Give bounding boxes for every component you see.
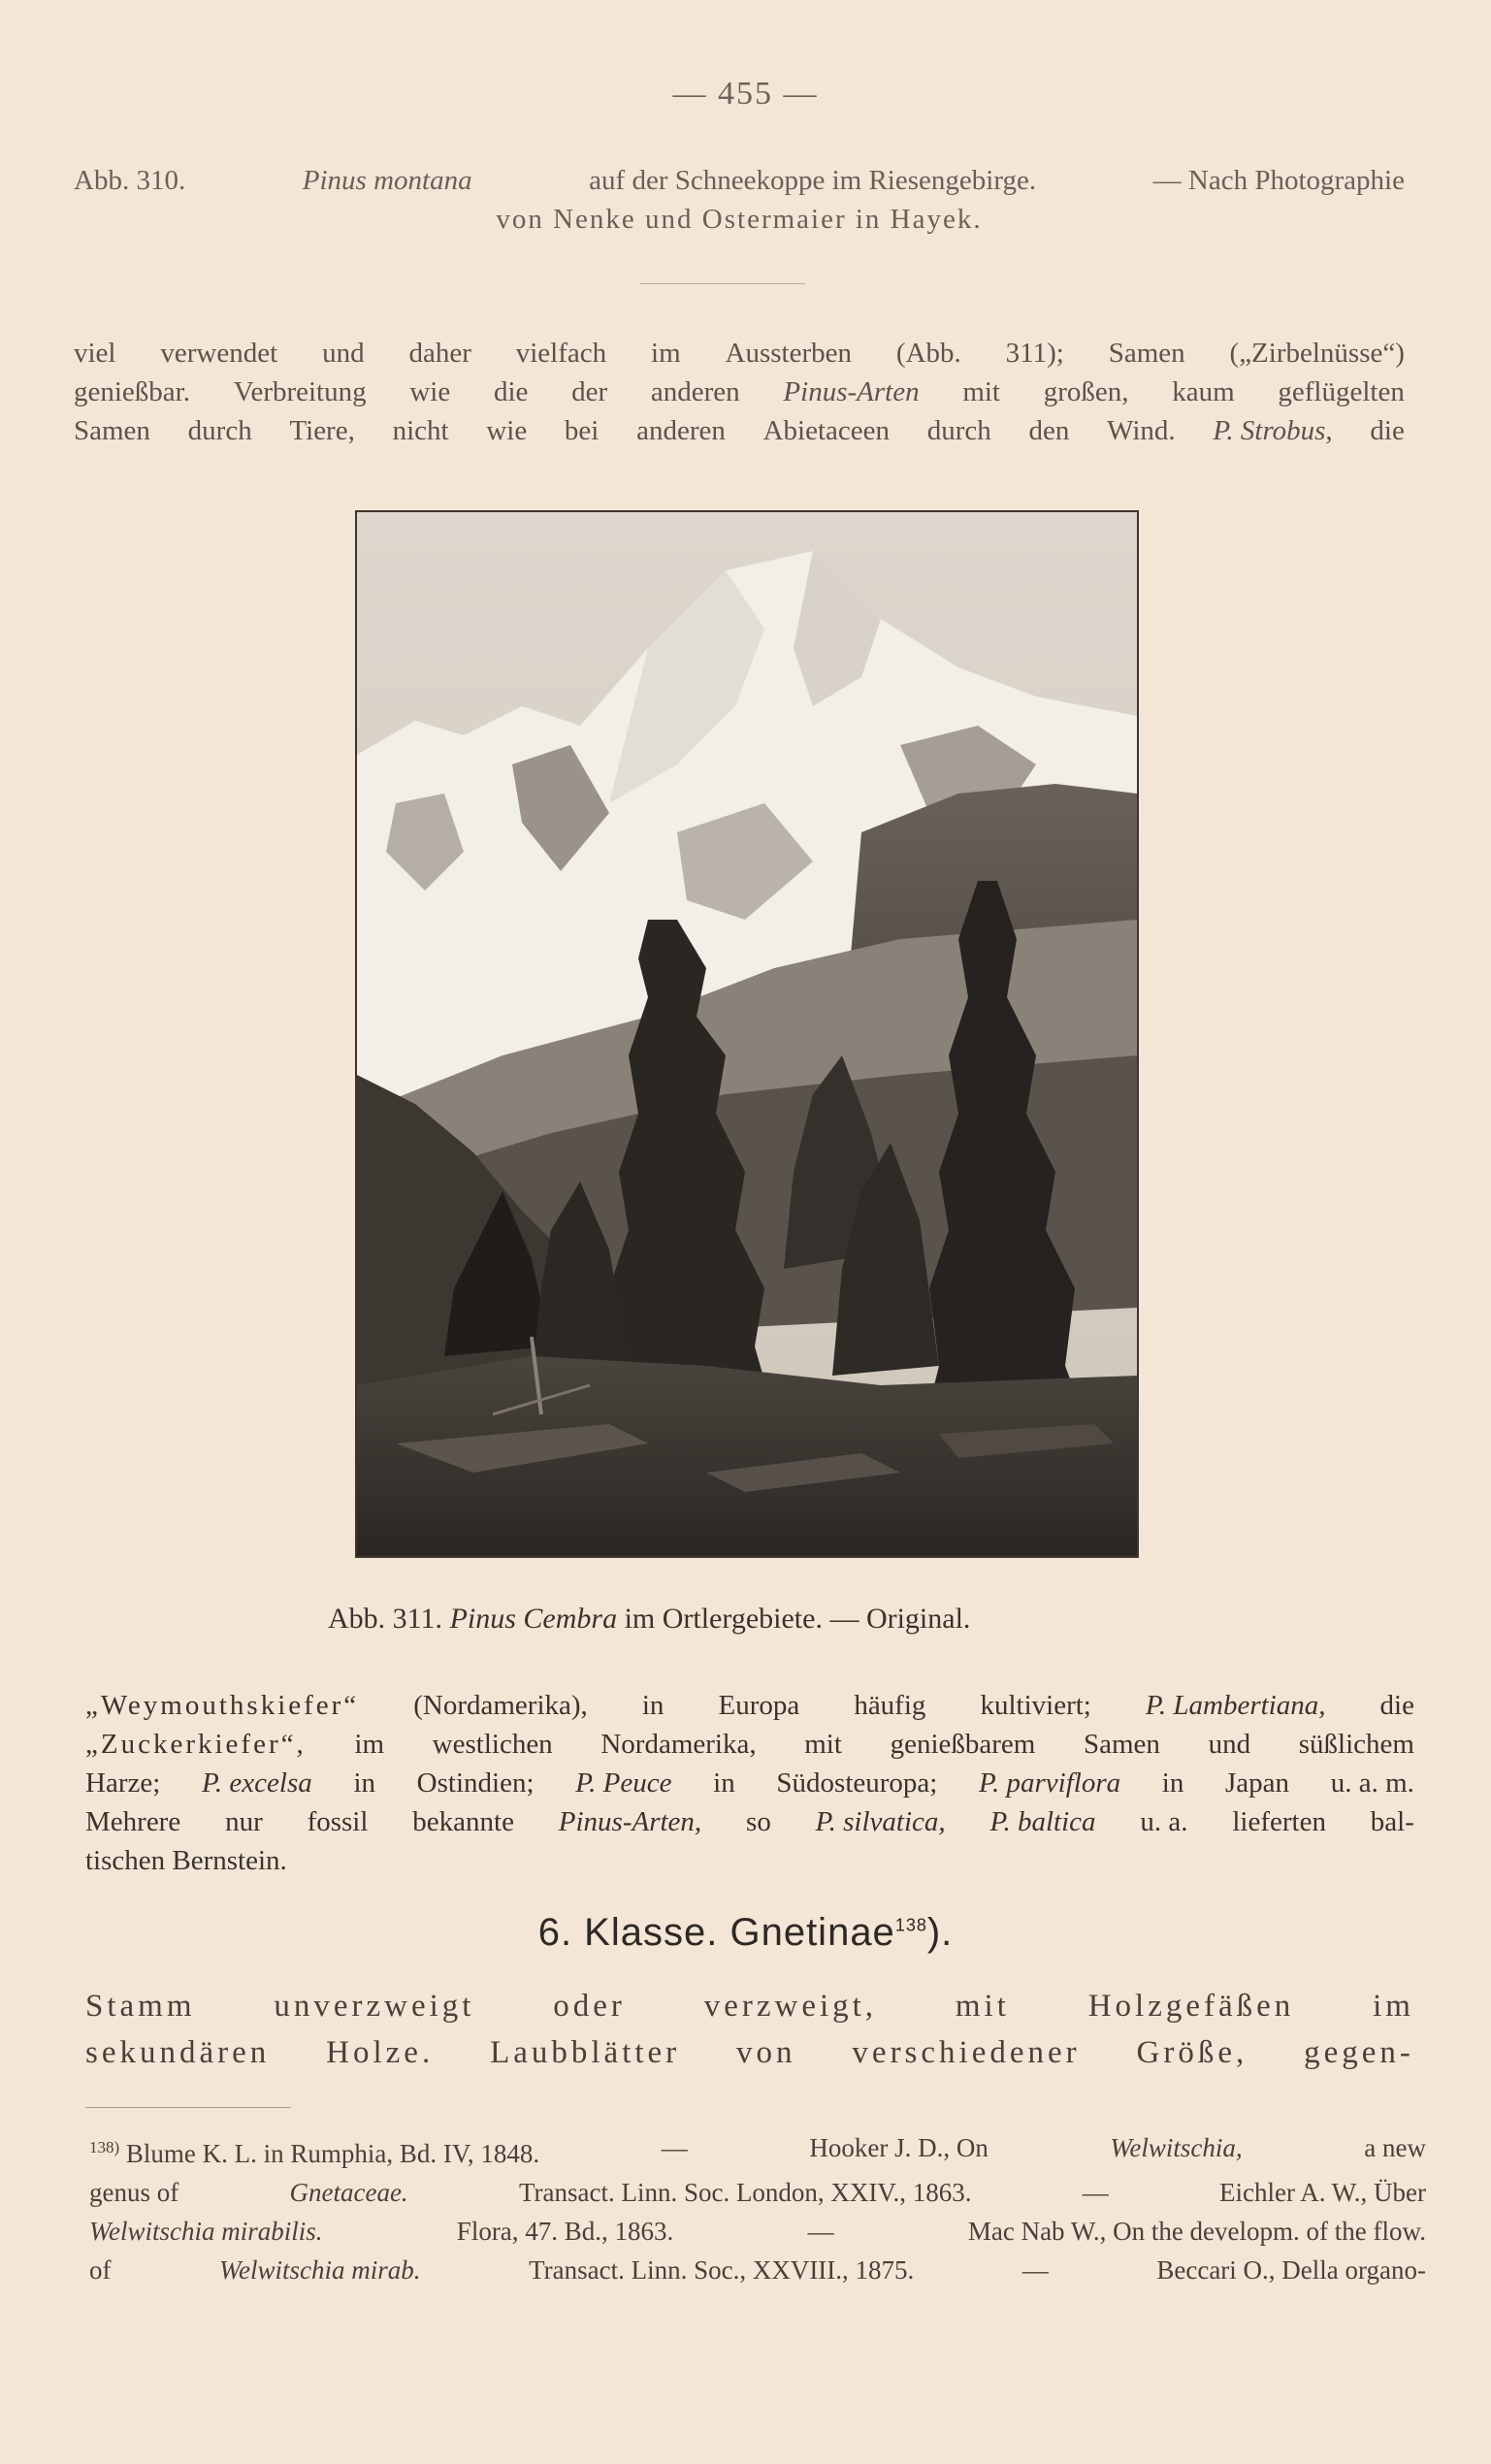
citation: Blume K. L. in Rumphia, Bd. IV, 1848. [125,2139,540,2168]
word: in [641,1690,664,1721]
species-name: P. baltica [989,1806,1096,1837]
word: häufig [854,1690,926,1721]
genus-term: Pinus-Arten, [558,1806,702,1837]
text-line: tischen Bernstein. [85,1845,287,1876]
word: Mehrere [85,1806,181,1837]
citation: Transact. Linn. Soc., XXVIII., 1875. [529,2255,915,2285]
word: daher [408,338,471,369]
citation: Eichler A. W., Über [1218,2178,1426,2207]
family-term: Gnetaceae. [289,2178,408,2207]
footnote-line [89,2251,1426,2289]
word: so [746,1806,771,1837]
word: westlichen [432,1729,553,1760]
word: u. a. m. [1330,1767,1414,1799]
word: verschiedener [852,2035,1081,2070]
word: anderen [650,376,740,407]
footnote-line [89,2128,1426,2173]
word: Holzgefäßen [1087,1989,1295,2024]
word: vielfach [515,338,607,369]
caption-credit: von Nenke und Ostermaier in Hayek. [496,204,983,235]
word: Samen [1108,338,1185,369]
word: oder [553,1989,626,2024]
word: geflügelten [1278,376,1405,407]
word: Größe, [1136,2035,1248,2070]
figure-310-caption [74,161,1405,239]
word: 311); [1005,338,1064,369]
heading-text: 6. Klasse. Gnetinae [537,1911,895,1954]
species-name: Pinus Cembra [449,1603,618,1635]
word: verwendet [160,338,278,369]
common-name: „Weymouthskiefer“ [85,1690,360,1721]
citation: of [89,2255,112,2285]
word: und [1208,1729,1251,1760]
word: Samen [1084,1729,1160,1760]
word: verzweigt, [703,1989,878,2024]
word: lieferten [1232,1806,1326,1837]
word: Verbreitung [233,376,367,407]
word: nicht [392,415,449,446]
caption-text: im Ortlergebiete. — Original. [624,1603,971,1635]
word: Holze. [326,2035,435,2070]
text-line [85,1983,1414,2029]
word: (Nordamerika), [413,1690,588,1721]
word: mit [804,1729,842,1760]
word: Samen [74,415,150,446]
caption-label: Abb. 310. [74,165,186,196]
word: durch [187,415,252,446]
word: mit [962,376,1000,407]
word: süßlichem [1298,1729,1414,1760]
dash: — [1021,2255,1049,2285]
word: fossil [307,1806,369,1837]
paragraph-continuation [74,334,1405,450]
word: sekundären [85,2035,271,2070]
page-number: — 455 — [672,76,819,112]
citation: Mac Nab W., On the developm. of the flow. [967,2217,1426,2246]
citation: Flora, 47. Bd., 1863. [456,2217,674,2246]
word: in [713,1767,735,1799]
footnote-138 [89,2128,1426,2289]
word: wie [409,376,451,407]
word: durch [926,415,991,446]
species-name: P. silvatica, [815,1806,946,1837]
word: in [353,1767,375,1799]
word: im [1373,1989,1414,2024]
citation: Beccari O., Della organo- [1156,2255,1426,2285]
heading-close: ). [926,1911,954,1954]
text-line [85,1802,1414,1841]
footnote-reference[interactable]: 138 [894,1915,927,1935]
citation: Transact. Linn. Soc. London, XXIV., 1863. [518,2178,972,2207]
word: Stamm [85,1989,196,2024]
dash: — [1082,2178,1109,2207]
paragraph-gnetinae [85,1983,1414,2076]
word: kultiviert; [980,1690,1091,1721]
species-name: P. Strobus, [1213,415,1333,446]
word: Wind. [1107,415,1176,446]
word: Südosteuropa; [776,1767,938,1799]
word: (Abb. [895,338,961,369]
dash: — [661,2133,688,2162]
word: Harze; [85,1767,161,1799]
word: im [354,1729,385,1760]
species-name: P. Lambertiana, [1145,1690,1326,1721]
species-name: P. excelsa [201,1767,312,1799]
word: Tiere, [289,415,355,446]
text-line [74,334,1405,373]
species-name: Pinus montana [302,165,472,196]
word: bekannte [412,1806,514,1837]
word: gegen- [1304,2035,1414,2070]
caption-label: Abb. 311. [328,1603,443,1635]
word: u. a. [1140,1806,1188,1837]
common-name: „Zuckerkiefer“, [85,1729,307,1760]
word: mit [955,1989,1010,2024]
word: der [571,376,608,407]
word: Japan [1225,1767,1290,1799]
mountain-forest-photo [357,512,1137,1556]
word: viel [74,338,116,369]
word: in [1161,1767,1184,1799]
word: großen, [1043,376,1129,407]
word: Laubblätter [490,2035,681,2070]
footnote-marker: 138) [89,2138,120,2156]
species-name: P. Peuce [575,1767,672,1799]
genus-term: Welwitschia, [1110,2133,1243,2162]
text-line [74,373,1405,411]
word: Europa [718,1690,800,1721]
text-line [85,1686,1414,1725]
word: die [1379,1690,1414,1721]
footnote-divider [85,2107,291,2108]
paragraph-pinus-species [85,1686,1414,1880]
text-line [85,1725,1414,1764]
text-line [74,411,1405,450]
text-line [85,2029,1414,2076]
species-name: P. parviflora [979,1767,1121,1799]
word: („Zirbelnüsse“) [1229,338,1405,369]
caption-source: — Nach Photographie [1152,165,1405,196]
footnote-line [89,2212,1426,2251]
word: nur [225,1806,263,1837]
citation: genus of [89,2178,179,2207]
word: wie [486,415,528,446]
section-heading [0,1911,1491,1955]
species-name: Welwitschia mirab. [219,2255,421,2285]
word: und [322,338,365,369]
word: den [1028,415,1070,446]
word: genießbarem [890,1729,1036,1760]
word: Nordamerika, [600,1729,757,1760]
text-line [85,1764,1414,1802]
figure-311-photograph [355,510,1139,1558]
word: Aussterben [725,338,853,369]
word: genießbar. [74,376,190,407]
word: bal- [1370,1806,1414,1837]
footnote-line [89,2173,1426,2212]
word: anderen [636,415,726,446]
word: von [736,2035,796,2070]
citation: Hooker J. D., On [809,2133,989,2162]
figure-311-caption [328,1603,970,1636]
word: die [1370,415,1405,446]
word: Ostindien; [416,1767,535,1799]
word: kaum [1172,376,1235,407]
word: unverzweigt [274,1989,475,2024]
section-divider [640,283,805,284]
genus-term: Pinus-Arten [783,376,920,407]
word: Abietaceen [762,415,891,446]
word: bei [564,415,600,446]
species-name: Welwitschia mirabilis. [89,2217,323,2246]
citation: a new [1364,2133,1426,2162]
word: die [493,376,529,407]
dash: — [807,2217,834,2246]
caption-text: auf der Schneekoppe im Riesengebirge. [589,165,1037,196]
word: im [651,338,681,369]
